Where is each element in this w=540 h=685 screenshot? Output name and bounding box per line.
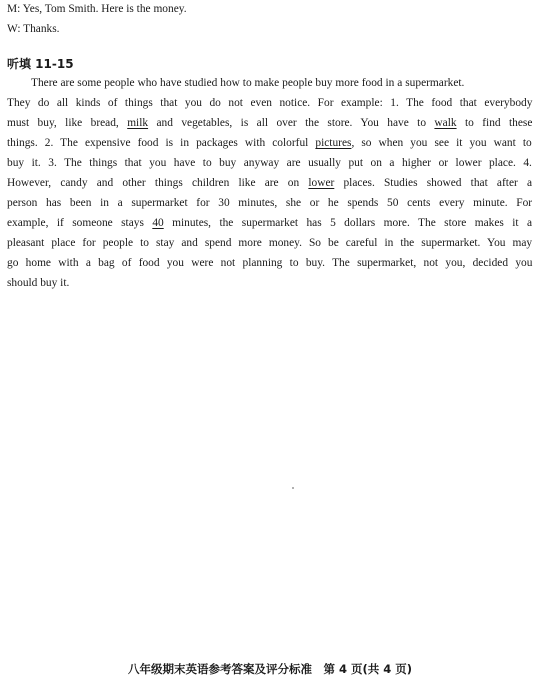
answer-blank-40: 40 — [152, 217, 164, 229]
passage-line — [7, 136, 532, 150]
passage-line: should buy it. — [7, 277, 70, 289]
passage-line: pleasant place for people to stay and spend more money. So be careful in the supermarket. You may — [7, 237, 533, 249]
answer-blank-walk: walk — [434, 117, 457, 129]
passage-line — [7, 116, 532, 130]
page-footer: 八年级期末英语参考答案及评分标准 第 4 页(共 4 页) — [127, 662, 413, 676]
answer-blank-pictures: pictures — [315, 137, 352, 149]
text-segment: places. Studies showed that after a — [334, 177, 533, 189]
dialog-line-woman: W: Thanks. — [7, 23, 60, 35]
text-segment: minutes, the supermarket has 5 dollars more. The store makes it a — [163, 217, 533, 229]
scan-speck — [292, 487, 294, 489]
passage-line: They do all kinds of things that you do not even notice. For example: 1. The food that everybody — [7, 97, 533, 109]
text-segment: However, candy and other things children like are on — [7, 177, 309, 189]
passage-line — [7, 216, 532, 230]
text-segment: must buy, like bread, — [7, 117, 128, 129]
passage-line: buy it. 3. The things that you have to buy anyway are usually put on a higher or lower place. 4. — [7, 157, 532, 169]
section-title: 听填 11-15 — [7, 57, 74, 71]
text-segment: and vegetables, is all over the store. You have to — [148, 117, 435, 129]
dialog-line-man: M: Yes, Tom Smith. Here is the money. — [7, 3, 187, 15]
text-segment: example, if someone stays — [7, 217, 153, 229]
text-segment: to find these — [456, 117, 533, 129]
answer-blank-lower: lower — [308, 177, 335, 189]
passage-line: There are some people who have studied how to make people buy more food in a supermarket. — [31, 77, 465, 89]
text-segment: , so when you see it you want to — [351, 137, 532, 149]
passage-line: person has been in a supermarket for 30 minutes, she or he spends 50 cents every minute. For — [7, 197, 533, 209]
passage-line — [7, 176, 532, 190]
answer-blank-milk: milk — [127, 117, 149, 129]
text-segment: things. 2. The expensive food is in packages with colorful — [7, 137, 316, 149]
passage-line: go home with a bag of food you were not planning to buy. The supermarket, not you, decided you — [7, 257, 533, 269]
